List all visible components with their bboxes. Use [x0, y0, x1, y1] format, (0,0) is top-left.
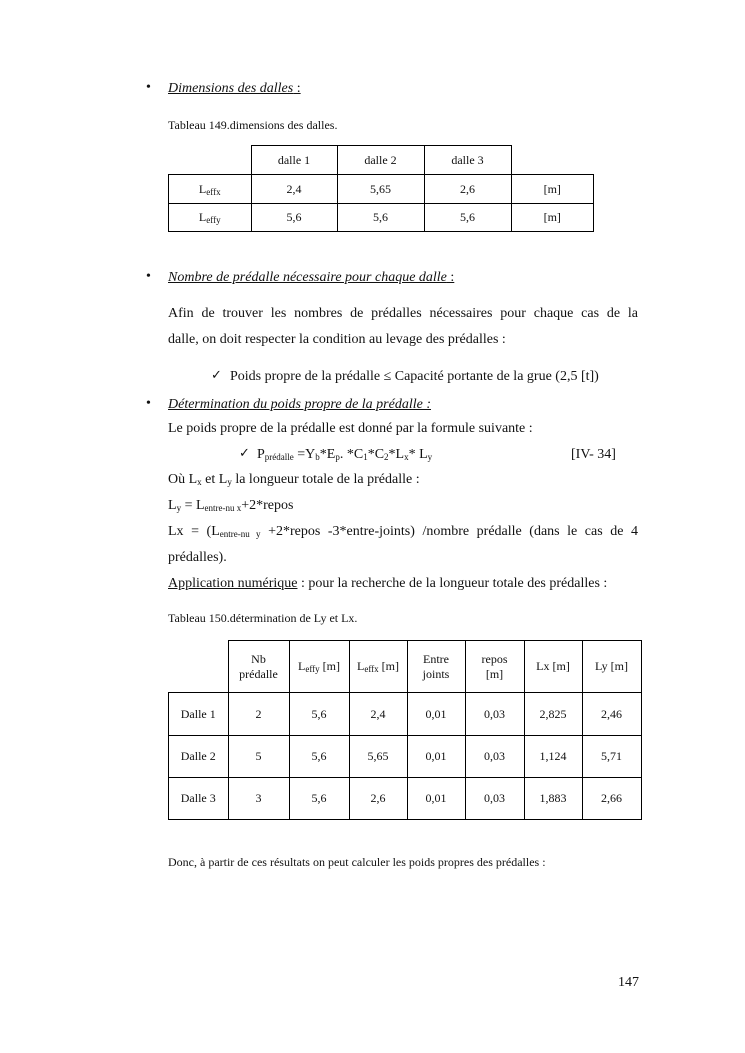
header-leffx: $L_{effx}$ [m] — [349, 641, 407, 693]
cell-leffy: 5,6 — [289, 693, 349, 736]
row-label-dalle-3: Dalle 3 — [169, 778, 229, 820]
table-header-row — [169, 146, 594, 175]
cell-leffy: 5,6 — [289, 778, 349, 820]
table-row — [169, 693, 642, 736]
row-label-leffx: $L_{effx}$ — [169, 175, 252, 204]
cell-ly: 2,46 — [582, 693, 641, 736]
cell-nb-predalle: 3 — [228, 778, 289, 820]
condition-text: Poids propre de la prédalle ≤ Capacité portante de la grue (2,5 [t]) — [230, 369, 599, 384]
cell-entre-joints: 0,01 — [407, 693, 465, 736]
row-label-dalle-1: Dalle 1 — [169, 693, 229, 736]
header-unit-empty — [511, 146, 594, 175]
header-nb-predalle: Nb prédalle — [228, 641, 289, 693]
conclusion-text: Donc, à partir de ces résultats on peut calculer les poids propres des prédalles : — [168, 855, 546, 869]
table-row-leffx — [169, 175, 594, 204]
table-row — [169, 736, 642, 778]
paragraph-line-2: dalle, on doit respecter la condition au levage des prédalles : — [168, 332, 506, 347]
cell-lx: 2,825 — [524, 693, 582, 736]
cell-leffx-dalle-2: 5,65 — [337, 175, 424, 204]
table-corner-cell — [169, 641, 229, 693]
cell-ly: 5,71 — [582, 736, 641, 778]
cell-lx: 1,883 — [524, 778, 582, 820]
paragraph-line-1: Afin de trouver les nombres de prédalles nécessaires pour chaque cas de la — [168, 306, 638, 321]
checkmark-icon: ✓ — [239, 446, 250, 461]
cell-leffx-dalle-3: 2,6 — [424, 175, 511, 204]
where-line: Où $L_x$ et $L_y$ la longueur totale de la prédalle : — [168, 472, 420, 487]
page-number: 147 — [618, 975, 639, 990]
cell-lx: 1,124 — [524, 736, 582, 778]
caption-table-149: Tableau 149.dimensions des dalles. — [168, 118, 338, 132]
header-dalle-1: dalle 1 — [251, 146, 337, 175]
row-label-dalle-2: Dalle 2 — [169, 736, 229, 778]
heading-determination: Détermination du poids propre de la prédalle : — [168, 397, 431, 412]
cell-leffx: 2,4 — [349, 693, 407, 736]
cell-leffy: 5,6 — [289, 736, 349, 778]
formula-intro: Le poids propre de la prédalle est donné par la formule suivante : — [168, 421, 533, 436]
caption-table-150: Tableau 150.détermination de Ly et Lx. — [168, 611, 358, 625]
cell-repos: 0,03 — [465, 778, 524, 820]
header-dalle-2: dalle 2 — [337, 146, 424, 175]
header-dalle-3: dalle 3 — [424, 146, 511, 175]
header-lx: Lx [m] — [524, 641, 582, 693]
cell-leffx: 5,65 — [349, 736, 407, 778]
cell-entre-joints: 0,01 — [407, 778, 465, 820]
lx-definition-line-1: $Lx = (L_{entre-nu y}$ +2*repos -3*entre-joints) /nombre prédalle (dans le cas de 4 — [168, 524, 638, 539]
lx-definition-line-2: prédalles). — [168, 550, 227, 565]
cell-entre-joints: 0,01 — [407, 736, 465, 778]
formula-reference: [IV- 34] — [571, 447, 616, 462]
checkmark-icon: ✓ — [211, 368, 222, 383]
bullet-dimensions: • — [146, 80, 151, 95]
cell-leffx-unit: [m] — [511, 175, 594, 204]
header-ly: Ly [m] — [582, 641, 641, 693]
cell-nb-predalle: 2 — [228, 693, 289, 736]
header-leffy: $L_{effy}$ [m] — [289, 641, 349, 693]
ly-definition: $L_y$ = $L_{entre-nu x}+2*repos$ — [168, 498, 294, 513]
bullet-determination: • — [146, 396, 151, 411]
row-label-leffy: $L_{effy}$ — [169, 204, 252, 232]
cell-repos: 0,03 — [465, 693, 524, 736]
cell-leffy-unit: [m] — [511, 204, 594, 232]
table-lx-ly — [168, 640, 642, 820]
cell-nb-predalle: 5 — [228, 736, 289, 778]
cell-leffy-dalle-1: 5,6 — [251, 204, 337, 232]
cell-repos: 0,03 — [465, 736, 524, 778]
heading-nombre-predalle: Nombre de prédalle nécessaire pour chaque dalle : — [168, 270, 455, 285]
header-repos: repos [m] — [465, 641, 524, 693]
cell-ly: 2,66 — [582, 778, 641, 820]
bullet-nombre: • — [146, 269, 151, 284]
table-dimensions — [168, 145, 594, 232]
cell-leffx: 2,6 — [349, 778, 407, 820]
cell-leffy-dalle-3: 5,6 — [424, 204, 511, 232]
heading-dimensions: Dimensions des dalles : — [168, 81, 301, 96]
application-numerique-line: Application numérique : pour la recherche de la longueur totale des prédalles : — [168, 576, 608, 591]
table-row-leffy — [169, 204, 594, 232]
header-entre-joints: Entre joints — [407, 641, 465, 693]
table-corner-cell — [169, 146, 252, 175]
cell-leffx-dalle-1: 2,4 — [251, 175, 337, 204]
cell-leffy-dalle-2: 5,6 — [337, 204, 424, 232]
table-row — [169, 778, 642, 820]
table-header-row — [169, 641, 642, 693]
formula: $P_{prédalle} =Y_b*E_p$. $*C_1*C_2*L_x*$ $L_y$ — [257, 447, 433, 462]
